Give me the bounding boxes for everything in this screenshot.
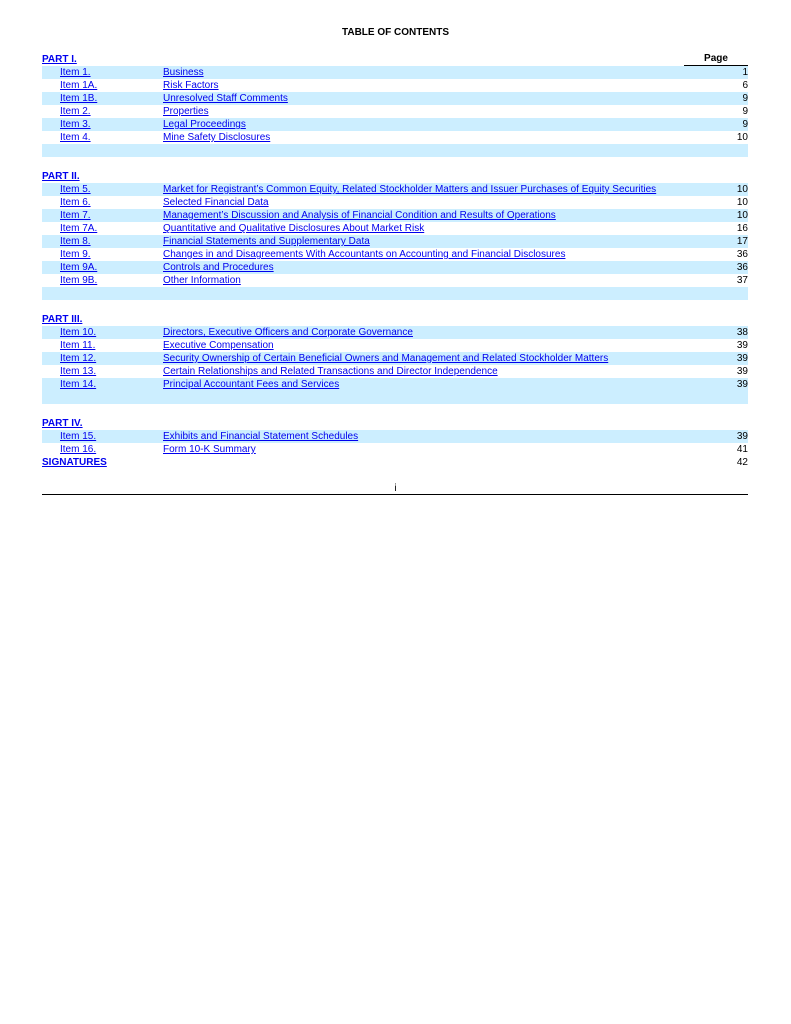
item-page-number: 39 [736,431,748,442]
item-number-link[interactable]: Item 3. [60,119,91,130]
toc-row [42,235,748,248]
item-page-number: 9 [742,119,748,130]
part-heading-row [42,313,748,326]
toc-row [42,443,748,456]
toc-row [42,209,748,222]
spacer-row [42,404,748,417]
item-title-link[interactable]: Business [163,67,204,78]
toc-row [42,105,748,118]
item-number-link[interactable]: Item 7. [60,210,91,221]
item-title-link[interactable]: Quantitative and Qualitative Disclosures About Market Risk [163,223,425,234]
toc-row [42,326,748,339]
item-number-link[interactable]: Item 9. [60,249,91,260]
toc-row [42,339,748,352]
toc-row [42,248,748,261]
item-title-link[interactable]: Controls and Procedures [163,262,274,273]
item-number-link[interactable]: Item 10. [60,327,97,338]
toc-row [42,352,748,365]
item-title-link[interactable]: Principal Accountant Fees and Services [163,379,340,390]
toc-row [42,222,748,235]
item-page-number: 41 [736,444,748,455]
toc-row [42,92,748,105]
spacer-row [42,391,748,404]
item-title-link[interactable]: Certain Relationships and Related Transactions and Director Independence [163,366,498,377]
item-number-link[interactable]: Item 6. [60,197,91,208]
item-page-number: 38 [736,327,748,338]
toc-row [42,66,748,79]
item-page-number: 6 [742,80,748,91]
spacer-row [42,144,748,157]
spacer-row [42,300,748,313]
item-title-link[interactable]: Market for Registrant’s Common Equity, Related Stockholder Matters and Issuer Purchases of Equity Securities [163,184,657,195]
spacer-row [42,157,748,170]
item-title-link[interactable]: Selected Financial Data [163,197,269,208]
item-page-number: 1 [742,67,748,78]
part-heading-link[interactable]: PART III. [42,314,83,325]
footer-divider [42,494,748,495]
item-title-link[interactable]: Exhibits and Financial Statement Schedules [163,431,359,442]
item-number-link[interactable]: Item 1A. [60,80,98,91]
toc-row [42,430,748,443]
toc-row [42,183,748,196]
toc-row [42,365,748,378]
item-number-link[interactable]: Item 15. [60,431,97,442]
toc-row [42,196,748,209]
item-page-number: 39 [736,379,748,390]
item-title-link[interactable]: Unresolved Staff Comments [163,93,288,104]
item-page-number: 36 [736,249,748,260]
item-title-link[interactable]: Properties [163,106,209,117]
item-page-number: 39 [736,353,748,364]
part-heading-link[interactable]: PART I. [42,54,77,65]
item-title-link[interactable]: Security Ownership of Certain Beneficial Owners and Management and Related Stockholder Matters [163,353,609,364]
item-number-link[interactable]: Item 1B. [60,93,98,104]
toc-row [42,378,748,391]
toc-title: TABLE OF CONTENTS [341,27,450,38]
signatures-link[interactable]: SIGNATURES [42,457,107,468]
item-number-link[interactable]: Item 9A. [60,262,98,273]
item-page-number: 10 [736,210,748,221]
item-page-number: 10 [736,132,748,143]
item-number-link[interactable]: Item 16. [60,444,97,455]
item-page-number: 16 [736,223,748,234]
item-number-link[interactable]: Item 5. [60,184,91,195]
part-heading-link[interactable]: PART IV. [42,418,83,429]
toc-row [42,79,748,92]
page-column-header: Page [684,53,748,66]
toc-row [42,274,748,287]
footer-page-number: i [394,483,397,494]
item-title-link[interactable]: Management’s Discussion and Analysis of Financial Condition and Results of Operations [163,210,556,221]
item-number-link[interactable]: Item 1. [60,67,91,78]
item-page-number: 9 [742,93,748,104]
item-title-link[interactable]: Financial Statements and Supplementary Data [163,236,370,247]
item-title-link[interactable]: Mine Safety Disclosures [163,132,271,143]
item-title-link[interactable]: Executive Compensation [163,340,274,351]
item-title-link[interactable]: Legal Proceedings [163,119,246,130]
item-page-number: 36 [736,262,748,273]
item-title-link[interactable]: Risk Factors [163,80,219,91]
item-number-link[interactable]: Item 12. [60,353,97,364]
part-heading-row [42,417,748,430]
item-title-link[interactable]: Changes in and Disagreements With Accountants on Accounting and Financial Disclosures [163,249,566,260]
item-page-number: 37 [736,275,748,286]
item-number-link[interactable]: Item 7A. [60,223,98,234]
signatures-page-number: 42 [736,457,748,468]
toc-row [42,131,748,144]
item-title-link[interactable]: Form 10-K Summary [163,444,256,455]
spacer-row [42,287,748,300]
part-heading-link[interactable]: PART II. [42,171,80,182]
toc-row [42,118,748,131]
part-heading-row [42,53,748,66]
item-page-number: 9 [742,106,748,117]
item-page-number: 39 [736,340,748,351]
item-page-number: 39 [736,366,748,377]
item-page-number: 17 [736,236,748,247]
item-page-number: 10 [736,197,748,208]
item-number-link[interactable]: Item 9B. [60,275,98,286]
item-number-link[interactable]: Item 11. [60,340,96,351]
item-number-link[interactable]: Item 8. [60,236,91,247]
item-number-link[interactable]: Item 14. [60,379,97,390]
toc-row [42,261,748,274]
item-title-link[interactable]: Directors, Executive Officers and Corporate Governance [163,327,413,338]
signatures-row [42,456,748,469]
item-number-link[interactable]: Item 2. [60,106,91,117]
item-number-link[interactable]: Item 4. [60,132,91,143]
part-heading-row [42,170,748,183]
item-number-link[interactable]: Item 13. [60,366,97,377]
item-page-number: 10 [736,184,748,195]
item-title-link[interactable]: Other Information [163,275,241,286]
